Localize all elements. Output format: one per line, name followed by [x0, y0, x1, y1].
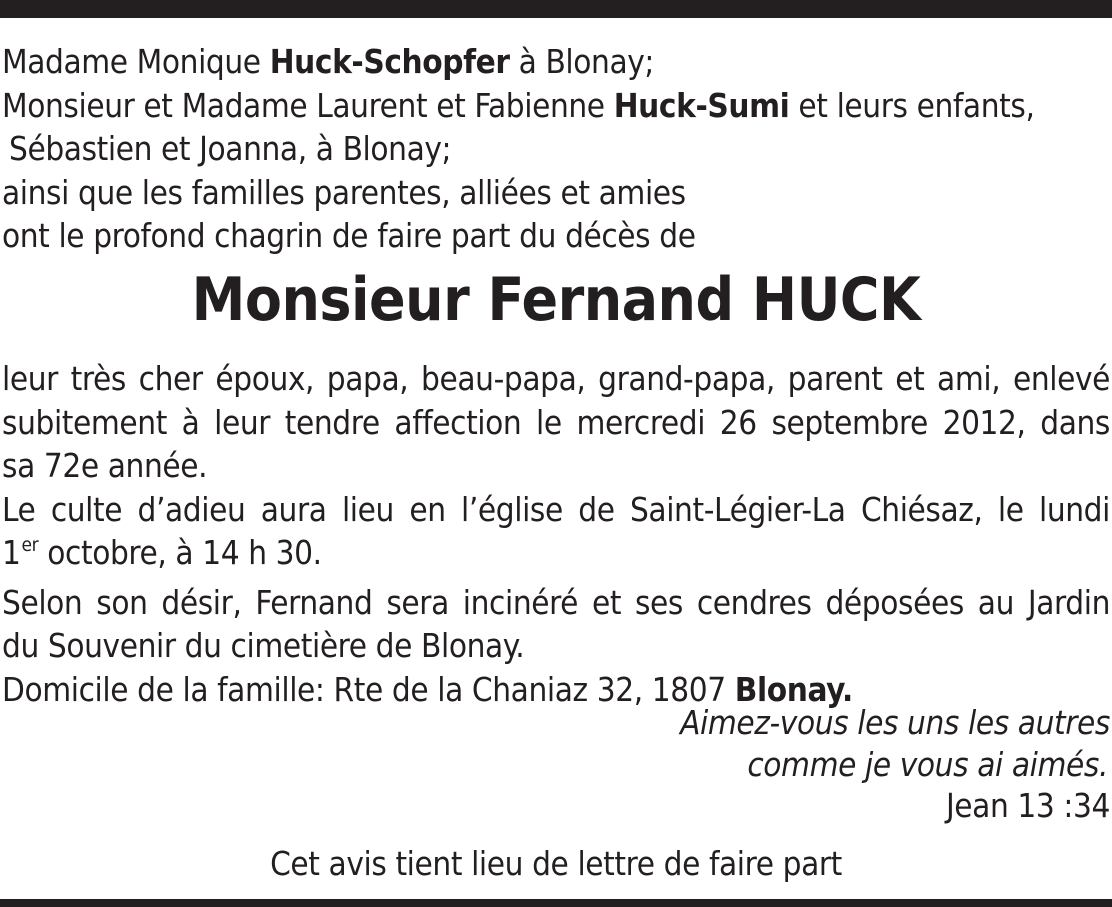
family-name-huck-schopfer: Huck-Schopfer	[269, 42, 510, 81]
intro-line-5: ont le profond chagrin de faire part du décès de	[2, 216, 696, 255]
bible-quote	[680, 702, 1110, 827]
quote-reference: Jean 13 :34	[945, 786, 1110, 825]
intro-line-4: ainsi que les familles parentes, alliées et amies	[2, 172, 686, 212]
announcement-intro	[2, 40, 1110, 258]
body-paragraph-service: Le culte d’adieu aura lieu en l’église de Saint-Légier-La Chiésaz, le lundi 1er octobre, à 14 h 30.	[2, 489, 1110, 572]
bottom-border-rule	[0, 899, 1112, 907]
body-paragraph-address: Domicile de la famille: Rte de la Chaniaz 32, 1807 Blonay.	[2, 669, 853, 709]
family-name-huck-sumi: Huck-Sumi	[613, 85, 790, 125]
quote-line-1: Aimez-vous les uns les autres	[680, 703, 1110, 742]
body-paragraph-1: leur très cher époux, papa, beau-papa, grand-papa, parent et ami, enlevé subitement à leur tendre affection le mercredi 26 septembre 2012, dans sa 72e année.	[2, 359, 1110, 485]
top-border-rule	[0, 0, 1112, 18]
body-paragraph-cremation: Selon son désir, Fernand sera incinéré et ses cendres déposées au Jardin du Souvenir du cimetière de Blonay.	[2, 582, 1110, 665]
intro-line-2: Monsieur et Madame Laurent et Fabienne Huck-Sumi et leurs enfants,	[2, 85, 1035, 125]
footer-note: Cet avis tient lieu de lettre de faire part	[270, 844, 842, 883]
intro-line-3: Sébastien et Joanna, à Blonay;	[9, 129, 452, 168]
address-locality: Blonay.	[734, 669, 853, 709]
quote-line-2: comme je vous ai aimés.	[747, 744, 1108, 784]
announcement-body	[2, 357, 1110, 711]
intro-line-1: Madame Monique Huck-Schopfer à Blonay;	[2, 42, 655, 81]
ordinal-superscript: er	[21, 534, 39, 556]
deceased-name-heading: Monsieur Fernand HUCK	[191, 265, 921, 335]
